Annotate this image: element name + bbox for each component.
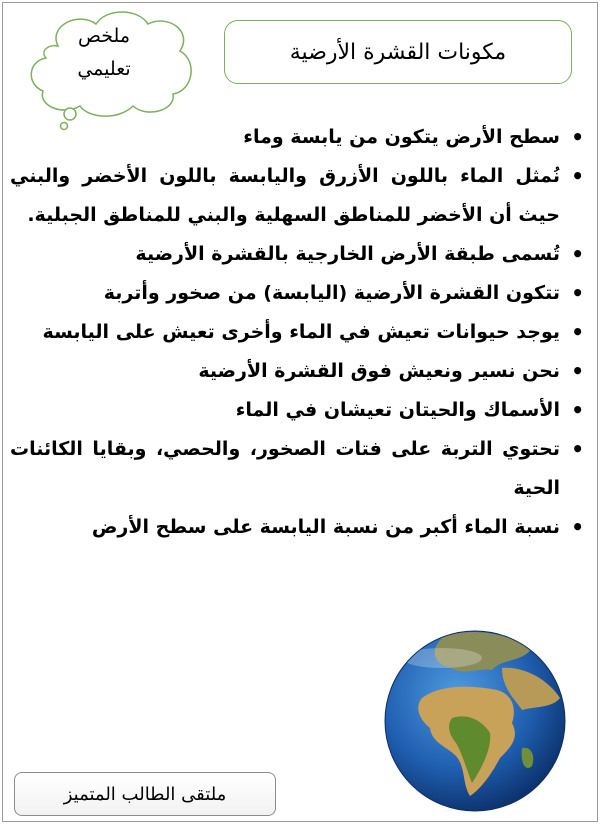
bullet-item: • نسبة الماء أكبر من نسبة اليابسة على سطح الأرض (10, 508, 592, 547)
bullet-item: • تتكون القشرة الأرضية (اليابسة) من صخور وأتربة (10, 274, 592, 313)
earth-globe-image (382, 628, 568, 814)
page-title-text: مكونات القشرة الأرضية (289, 39, 507, 65)
cloud-line-2: تعليمي (77, 58, 131, 80)
page-title (224, 20, 572, 84)
bullet-item: • تُسمى طبقة الأرض الخارجية بالقشرة الأرضية (10, 235, 592, 274)
footer-label-box (14, 772, 276, 816)
bullet-item: • يوجد حيوانات تعيش في الماء وأخرى تعيش على اليابسة (10, 313, 592, 352)
bullet-item: • نحن نسير ونعيش فوق القشرة الأرضية (10, 352, 592, 391)
footer-text: ملتقى الطالب المتميز (63, 783, 227, 805)
cloud-text (34, 20, 174, 86)
bullet-item: • سطح الأرض يتكون من يابسة وماء (10, 118, 592, 157)
bullet-list (10, 118, 592, 547)
bullet-item: • نُمثل الماء باللون الأزرق واليابسة باللون الأخضر والبني حيث أن الأخضر للمناطق السهلية والبني للمناطق الجبلية. (10, 157, 592, 235)
bullet-item: • الأسماك والحيتان تعيشان في الماء (10, 391, 592, 430)
bullet-item: • تحتوي التربة على فتات الصخور، والحصي، وبقايا الكائنات الحية (10, 430, 592, 508)
cloud-line-1: ملخص (77, 25, 130, 47)
